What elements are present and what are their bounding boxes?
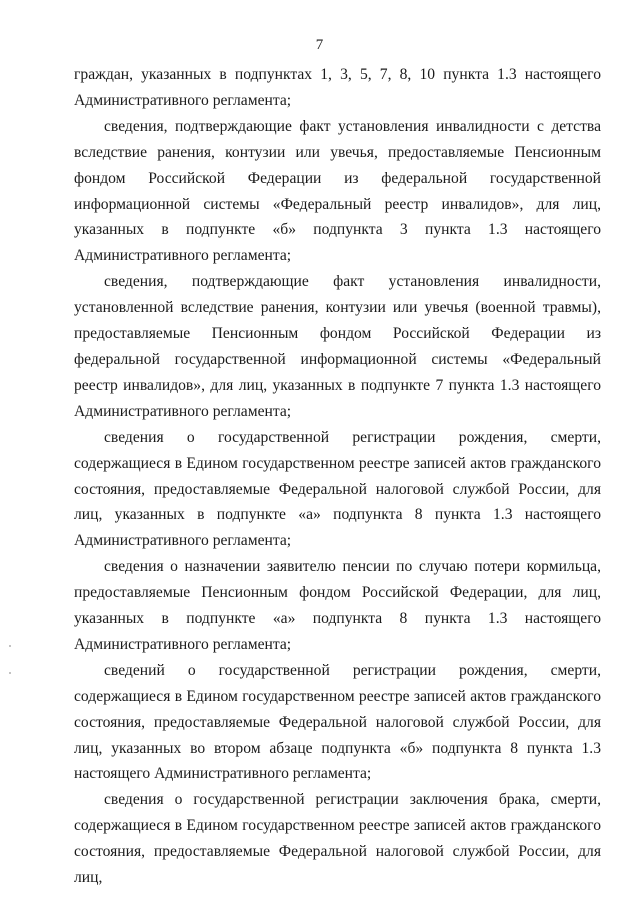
page-number: 7	[315, 37, 324, 53]
scan-artifact	[9, 645, 11, 647]
paragraph-birth-death-registration-a: сведения о государственной регистрации рождения, смерти, содержащиеся в Едином государственном реестре записей актов гражданского состояния, предоставляемые Федеральной налоговой службой России, для лиц, указанных в подпункте «а» подпункта 8 пункта 1.3 настоящего Административного регламента;	[74, 428, 601, 550]
paragraph-survivor-pension: сведения о назначении заявителю пенсии по случаю потери кормильца, предоставляемые Пенсионным фондом Российской Федерации, для лиц, указанных в подпункте «а» подпункта 8 пункта 1.3 настоящего Административного регламента;	[74, 558, 601, 653]
paragraph-birth-death-registration-b: сведений о государственной регистрации рождения, смерти, содержащиеся в Едином государственном реестре записей актов гражданского состояния, предоставляемые Федеральной налоговой службой России, для лиц, указанных во втором абзаце подпункта «б» подпункта 8 пункта 1.3 настоящего Административного регламента;	[74, 661, 601, 783]
document-body	[74, 62, 601, 891]
paragraph-continuation: граждан, указанных в подпунктах 1, 3, 5, 7, 8, 10 пункта 1.3 настоящего Административного регламента;	[74, 66, 601, 109]
paragraph-disability-childhood: сведения, подтверждающие факт установления инвалидности с детства вследствие ранения, контузии или увечья, предоставляемые Пенсионным фондом Российской Федерации из федеральной государственной информационной системы «Федеральный реестр инвалидов», для лиц, указанных в подпункте «б» подпункта 3 пункта 1.3 настоящего Административного регламента;	[74, 117, 601, 265]
paragraph-marriage-death-registration: сведения о государственной регистрации заключения брака, смерти, содержащиеся в Едином государственном реестре записей актов гражданского состояния, предоставляемые Федеральной налоговой службой России, для лиц,	[74, 791, 601, 887]
scan-artifact	[9, 672, 11, 674]
paragraph-disability-military: сведения, подтверждающие факт установления инвалидности, установленной вследствие ранения, контузии или увечья (военной травмы), предоставляемые Пенсионным фондом Российской Федерации из федеральной государственной информационной системы «Федеральный реестр инвалидов», для лиц, указанных в подпункте 7 пункта 1.3 настоящего Административного регламента;	[74, 273, 601, 420]
